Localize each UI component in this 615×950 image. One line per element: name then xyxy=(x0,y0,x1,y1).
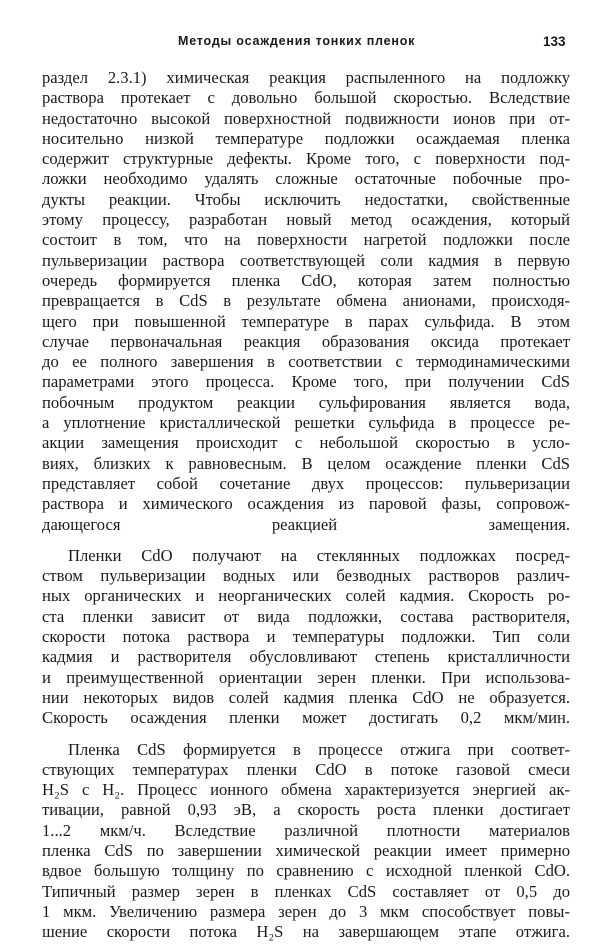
text-line: до ее полного завершения в соответствии с термодинамическими xyxy=(42,352,570,372)
text-line: нии некоторых видов солей кадмия пленка CdO не образуется. xyxy=(42,687,570,707)
text-line: ста пленки зависит от вида подложки, состава растворителя, xyxy=(42,606,570,626)
text-line: акции замещения происходит с небольшой скоростью в усло- xyxy=(42,433,570,453)
text-line: Пленки CdO получают на стеклянных подложках посред- xyxy=(68,545,570,565)
text-line: H₂S с H₂. Процесс ионного обмена характеризуется энергией ак- xyxy=(42,780,570,800)
text-line: щего при повышенной температуре в парах сульфида. В этом xyxy=(42,311,570,331)
text-line: кадмия и растворителя обусловливают степень кристалличности xyxy=(42,647,570,667)
text-line: дающегося реакцией замещения. xyxy=(42,514,570,534)
text-line: очередь формируется пленка CdO, которая затем полностью xyxy=(42,270,570,290)
text-line: раствора протекает с довольно большой скоростью. Вследствие xyxy=(42,88,570,108)
text-line: представляет собой сочетание двух процессов: пульверизации xyxy=(42,473,570,493)
text-line: раздел 2.3.1) химическая реакция распыленного на подложку xyxy=(42,68,570,87)
text-line: пленка CdS по завершении химической реакции имеет примерно xyxy=(42,840,570,860)
body-text xyxy=(42,68,570,942)
paragraph-1 xyxy=(42,68,570,535)
text-line: скорости потока раствора и температуры подложки. Тип соли xyxy=(42,627,570,647)
paragraph-3 xyxy=(42,740,570,943)
text-line: Типичный размер зерен в пленках CdS составляет от 0,5 до xyxy=(42,881,570,901)
text-line: ных органических и неорганических солей кадмия. Скорость ро- xyxy=(42,586,570,606)
text-line: и преимущественной ориентации зерен пленки. При использова- xyxy=(42,667,570,687)
text-line: шение скорости потока H₂S на завершающем этапе отжига. xyxy=(42,922,570,942)
text-line: этому процессу, разработан новый метод осаждения, который xyxy=(42,210,570,230)
text-line: недостаточно высокой поверхностной подвижности ионов при от- xyxy=(42,108,570,128)
text-line: превращается в CdS в результате обмена анионами, происходя- xyxy=(42,291,570,311)
running-title: Методы осаждения тонких пленок xyxy=(178,34,416,48)
text-line: случае первоначальная реакция образования оксида протекает xyxy=(42,331,570,351)
text-line: 1...2 мкм/ч. Вследствие различной плотности материалов xyxy=(42,820,570,840)
text-line: виях, близких к равновесным. В целом осаждение пленки CdS xyxy=(42,453,570,473)
text-line: Скорость осаждения пленки может достигать 0,2 мкм/мин. xyxy=(42,708,570,728)
text-line: вдвое большую толщину по сравнению с исходной пленкой CdO. xyxy=(42,861,570,881)
text-line: пульверизации раствора соответствующей соли кадмия в первую xyxy=(42,250,570,270)
text-line: ложки необходимо удалять сложные остаточные побочные про- xyxy=(42,169,570,189)
paragraph-2 xyxy=(42,546,570,729)
text-line: побочным продуктом реакции сульфирования является вода, xyxy=(42,392,570,412)
text-line: содержит структурные дефекты. Кроме того, с поверхности под- xyxy=(42,149,570,169)
text-line: параметрами этого процесса. Кроме того, при получении CdS xyxy=(42,372,570,392)
text-line: дукты реакции. Чтобы исключить недостатки, свойственные xyxy=(42,189,570,209)
text-line: а уплотнение кристаллической решетки сульфида в процессе ре- xyxy=(42,413,570,433)
text-line: Пленка CdS формируется в процессе отжига при соответ- xyxy=(68,739,570,759)
text-line: 1 мкм. Увеличению размера зерен до 3 мкм способствует повы- xyxy=(42,901,570,921)
page-number: 133 xyxy=(543,34,566,49)
running-head xyxy=(0,34,615,58)
text-line: носительно низкой температуре подложки осаждаемая пленка xyxy=(42,128,570,148)
text-line: ством пульверизации водных или безводных растворов различ- xyxy=(42,566,570,586)
text-line: состоит в том, что на поверхности нагретой подложки после xyxy=(42,230,570,250)
text-line: раствора и химического осаждения из паровой фазы, сопровож- xyxy=(42,494,570,514)
text-line: ствующих температурах пленки CdO в потоке газовой смеси xyxy=(42,759,570,779)
text-line: тивации, равной 0,93 эВ, а скорость роста пленки достигает xyxy=(42,800,570,820)
